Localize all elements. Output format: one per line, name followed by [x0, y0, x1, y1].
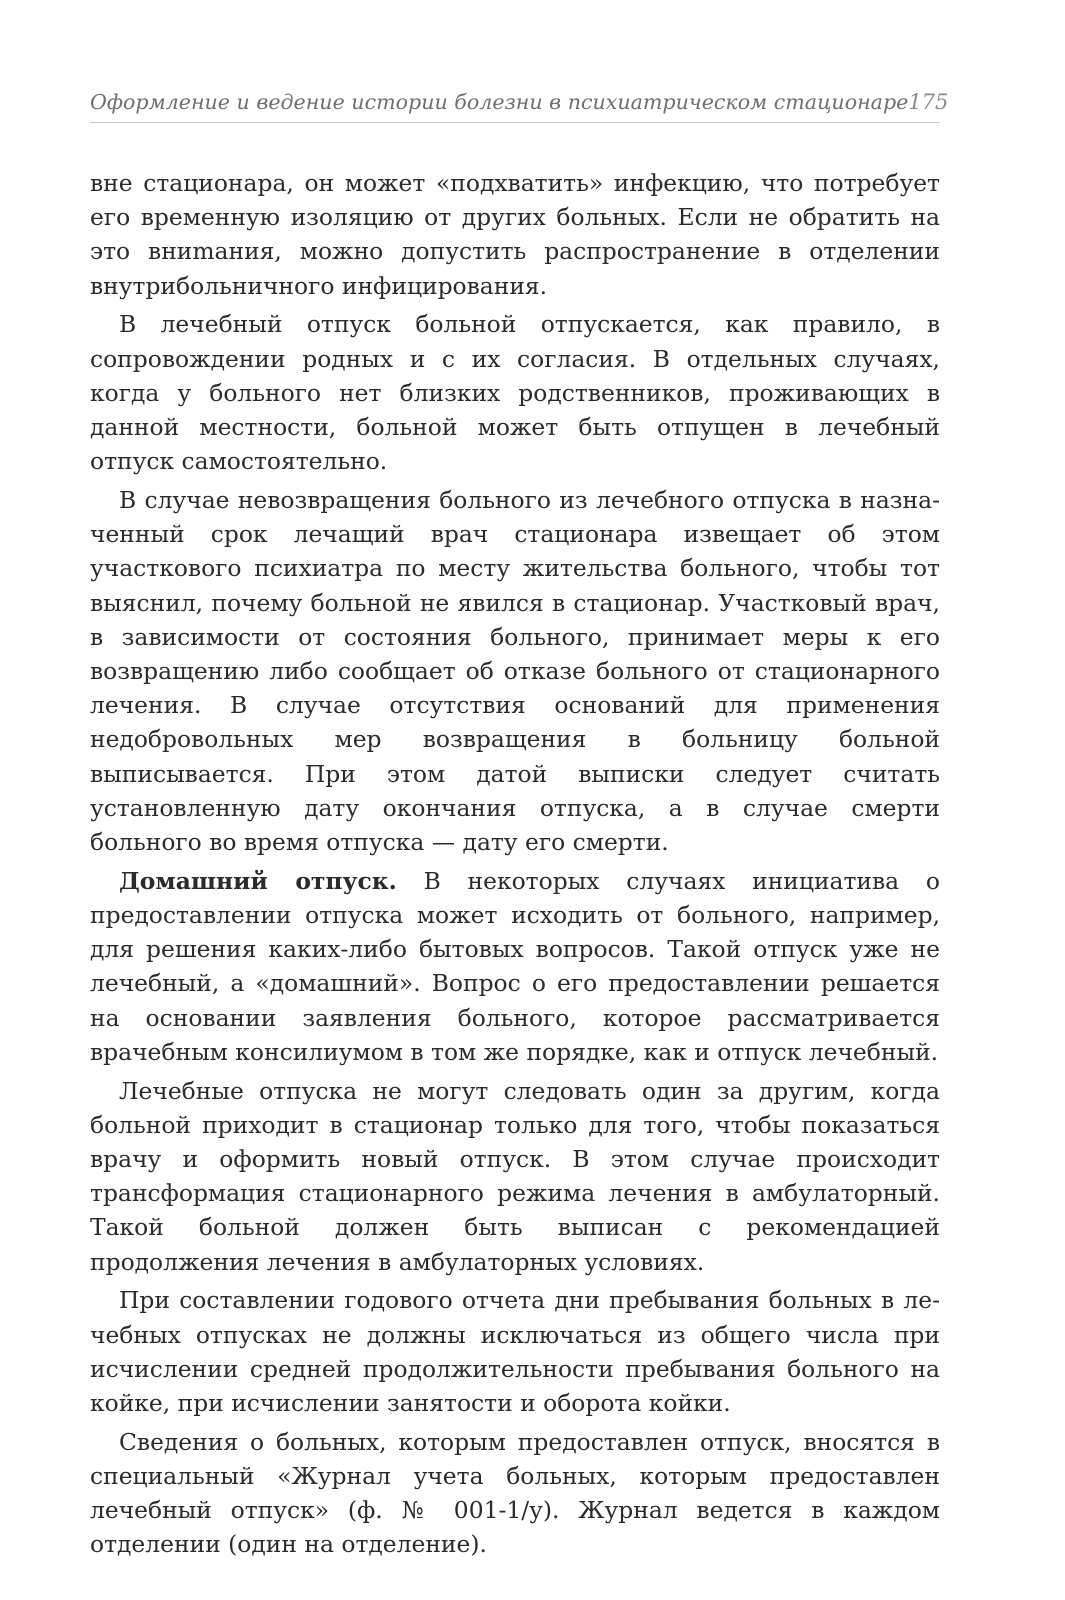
- paragraph: [90, 1074, 940, 1279]
- paragraph-text: При составлении годового отчета дни пребывания больных в лечебных отпусках не должны исключаться из общего числа при исчислении средней продолжительности пребывания больного на койке, при исчислении занятости и оборота койки.: [90, 1286, 940, 1418]
- paragraph-text: В некоторых случаях инициатива о предоставлении отпуска может исходить от больного, например, для решения каких-либо бытовых вопросов. Такой отпуск уже не лечебный, а «домашний». Вопрос о его предоставлении решается на основании заявления больного, которое рассматривается врачебным консилиумом в том же порядке, как и отпуск лечебный.: [90, 866, 940, 1066]
- paragraph-lead-in: Домашний отпуск.: [119, 866, 397, 895]
- paragraph-text: В лечебный отпуск больной отпускается, как правило, в сопровождении родных и с их согласия. В отдельных случаях, когда у больного нет близких родственников, проживающих в данной местности, больной может быть отпущен в лечебный отпуск самостоятельно.: [90, 310, 940, 476]
- running-header: [90, 88, 949, 123]
- paragraph-text: Лечебные отпуска не могут следовать один за другим, когда больной приходит в стационар только для того, чтобы показаться врачу и оформить новый отпуск. В этом случае происходит трансформация стационарного режима лечения в амбулаторный. Такой больной должен быть выписан с рекомендацией продолжения лечения в амбулаторных условиях.: [90, 1076, 940, 1276]
- paragraph-text: Сведения о больных, которым предоставлен отпуск, вносятся в специальный «Журнал учета больных, которым предоставлен лечебный отпуск» (ф. № 001-1/у). Журнал ведется в каждом отделении (один на отделение).: [90, 1427, 940, 1559]
- paragraph: [90, 1283, 940, 1420]
- page-number: 175: [908, 90, 949, 114]
- paragraph: [90, 1425, 940, 1562]
- paragraph-text: В случае невозвращения больного из лечебного отпуска в назначенный срок лечащий врач стационара извещает об этом участкового психиатра по месту жительства больного, чтобы тот выяснил, почему больной не явился в стационар. Участковый врач, в зависимости от состояния больного, принимает меры к его возвращению либо сообщает об отказе больного от стационарного лечения. В случае отсутствия оснований для применения недобровольных мер возвращения в больницу больной выписывается. При этом датой выписки следует считать установленную дату окончания отпуска, а в случае смерти больного во время отпуска — дату его смерти.: [90, 486, 940, 857]
- paragraph: [90, 166, 940, 303]
- paragraph: [90, 307, 940, 478]
- running-title: Оформление и ведение истории болезни в психиатрическом стационаре: [90, 90, 909, 114]
- paragraph-text: вне стационара, он может «подхватить» инфекцию, что потребует его временную изоляцию от других больных. Если не обратить на это вниmания, можно допустить распространение в отделении внутрибольничного инфицирования.: [90, 169, 940, 300]
- body-text: [90, 166, 940, 1562]
- paragraph: [90, 864, 940, 1069]
- paragraph: [90, 483, 940, 859]
